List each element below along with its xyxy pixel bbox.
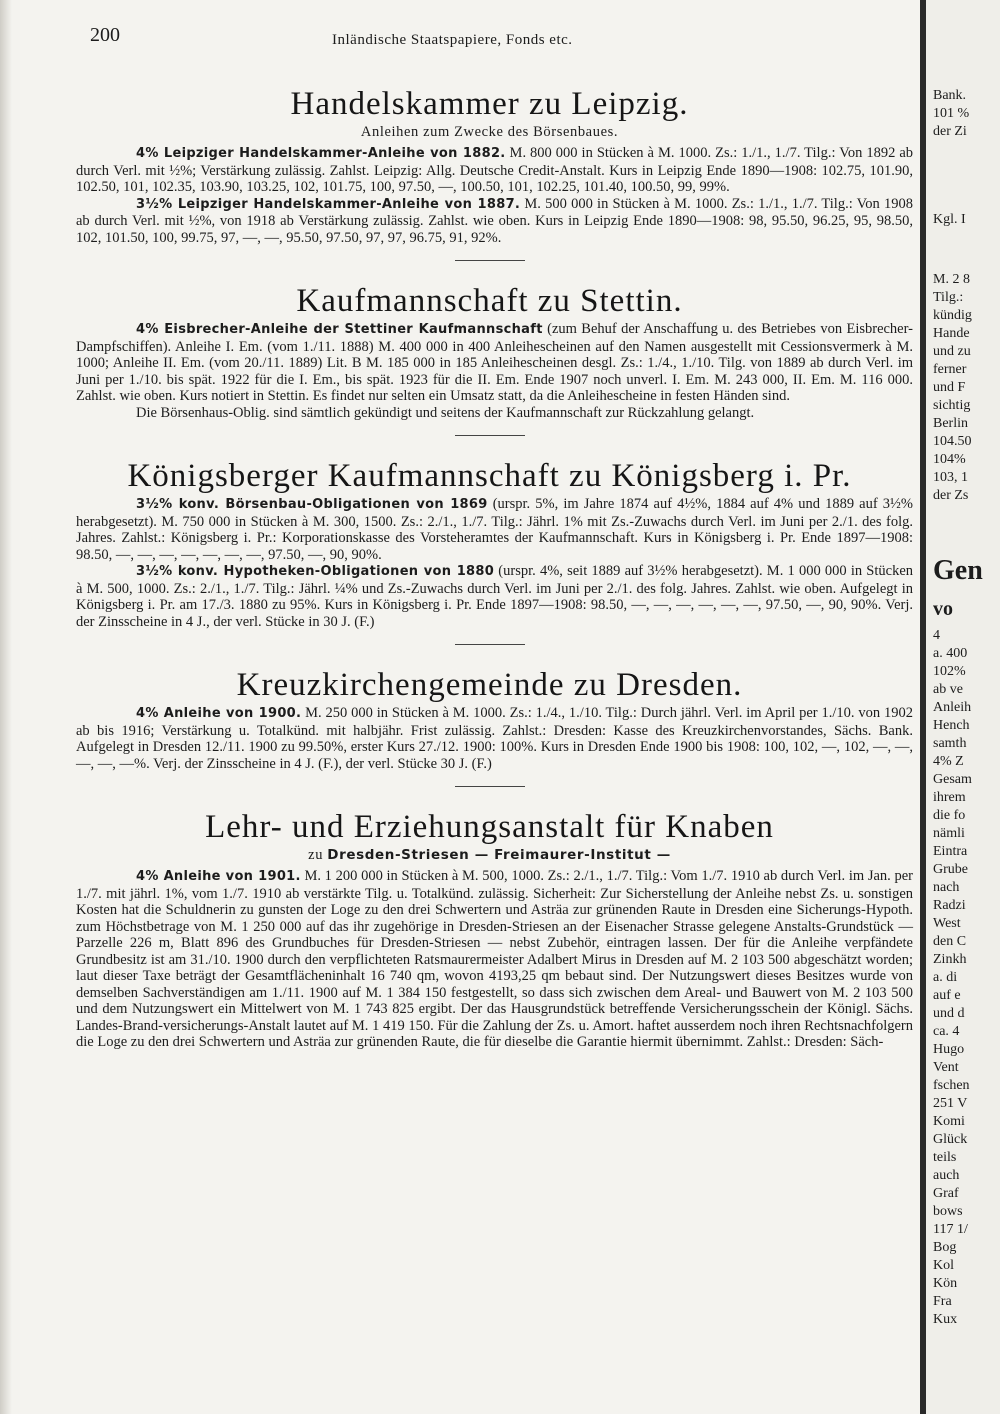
entry-text: (urspr. 5%, im Jahre 1874 auf 4½%, 1884 auf 4% und 1889 auf 3½% herabgesetzt). M. 750 000 in Stücken à M. 300, 1500. Zs.: 2./1., 1./7. Tilg.: Jährl. 1% mit Zs.-Zuwachs durch Verl. im Juni per 2./1. des folg. Jahres. Zahlst.: Königsberg i. Pr.: Korporationskasse des Vorsteheramtes der Kaufmannschaft. Kurs in Königsberg i. Pr. Ende 1897—1908: 98.50, —, —, —, —, —, —, —, 97.50, —, 90, 90%. — [76, 496, 913, 563]
adjacent-fragment: 251 V — [933, 1096, 968, 1111]
adjacent-fragment: West — [933, 916, 961, 931]
adjacent-fragment: Kol — [933, 1258, 954, 1273]
adjacent-fragment: 103, 1 — [933, 470, 968, 485]
entry-stettin-eisbrecher — [62, 321, 917, 405]
entry-text: Die Börsenhaus-Oblig. sind sämtlich gekündigt und seitens der Kaufmannschaft zur Rückzahlung gelangt. — [136, 404, 755, 421]
adjacent-fragment: ferner — [933, 362, 967, 377]
adjacent-fragment: teils — [933, 1150, 957, 1165]
entry-lead: 4% Eisbrecher-Anleihe der Stettiner Kaufmannschaft — [136, 322, 543, 337]
subtitle-prefix: zu — [308, 847, 324, 863]
entry-koenigsberg-1880 — [62, 563, 917, 630]
section-title-dresden-kreuzkirche: Kreuzkirchengemeinde zu Dresden. — [236, 667, 743, 703]
entry-lead: 3½% Leipziger Handelskammer-Anleihe von 1887. — [136, 196, 521, 212]
adjacent-fragment: 104.50 — [933, 434, 972, 449]
adjacent-fragment: Gesam — [933, 772, 972, 787]
adjacent-fragment: und zu — [933, 344, 971, 359]
section-title-leipzig: Handelskammer zu Leipzig. — [290, 86, 689, 122]
entry-lead: 4% Anleihe von 1901. — [136, 869, 301, 884]
adjacent-fragment: 4 — [933, 628, 940, 643]
adjacent-fragment: a. di — [933, 970, 958, 985]
adjacent-fragment: M. 2 8 — [933, 272, 970, 287]
entry-koenigsberg-1869 — [62, 496, 917, 563]
adjacent-fragment: Zinkh — [933, 952, 967, 967]
entry-leipzig-1882 — [62, 145, 917, 196]
entry-text: M. 250 000 in Stücken à M. 1000. Zs.: 1./4., 1./10. Tilg.: Durch jährl. Verl. im April per 1./10. von 1902 ab bis 1916; Verstärkung u. Totalkünd. mit halbjähr. Frist zulässig. Zahlst.: Dresden: Kasse des Kreuzkirchenvorstandes, Sächs. Bank. Aufgelegt in Dresden 12./11. 1900 zu 99.50%, erster Kurs 27./12. 1900: 100%. Kurs in Dresden Ende 1900 bis 1908: 100, 102, —, 102, —, —, —, —, —%. Verj. der Zinsscheine in 4 J. (F.), der verl. Stücke 30 J. (F.) — [76, 705, 914, 772]
adjacent-page-edge — [920, 0, 1000, 1414]
adjacent-fragment: fschen — [933, 1078, 970, 1093]
adjacent-fragment: Radzi — [933, 898, 966, 913]
entry-text: (zum Behuf der Anschaffung u. des Betriebes von Eisbrecher-Dampfschiffen). Anleihe I. Em. (vom 1./11. 1888) M. 400 000 in 400 Anleihescheinen auf den Namen ausgestellt mit Cessionsvermerk à M. 1000; Anleihe II. Em. (vom 20./11. 1889) Lit. B M. 185 000 in 185 Anleihescheinen desgl. Zs.: 1./4., 1./10. Tilg. von 1889 ab durch Verl. im Juni per 1./10. bis spät. 1922 für die I. Em., bis spät. 1923 für die II. Em. Ende 1907 noch unverl. I. Em. M. 243 000, II. Em. M. 116 000. Zahlst. wie oben. Kurs notiert in Stettin. Es findet nur selten ein Umsatz statt, da die Anleihescheine in festen Händen sind. — [76, 321, 913, 404]
section-title-lehranstalt: Lehr- und Erziehungsanstalt für Knaben — [205, 809, 774, 845]
document-page — [62, 20, 917, 1414]
entry-text: M. 800 000 in Stücken à M. 1000. Zs.: 1./1., 1./7. Tilg.: Von 1892 ab durch Verl. mit ½%; Verstärkung zulässig. Zahlst. Leipzig: Allg. Deutsche Credit-Anstalt. Kurs in Leipzig Ende 1890—1908: 102.75, 101.90, 102.50, 101, 102.35, 103.90, 103.25, 102, 101.75, 100, 97.50, —, 100.50, 101, 102.25, 101.40, 100.50, 99, 99%. — [76, 145, 914, 195]
running-title: Inländische Staatspapiere, Fonds etc. — [332, 32, 573, 48]
adjacent-fragment: Gen — [933, 555, 983, 586]
adjacent-fragment: bows — [933, 1204, 963, 1219]
adjacent-fragment: Komi — [933, 1114, 965, 1129]
adjacent-fragment: Eintra — [933, 844, 968, 859]
adjacent-fragment: der Zs — [933, 488, 969, 503]
entry-stettin-boersenhaus — [62, 405, 917, 422]
entry-lehranstalt-1901 — [62, 868, 917, 1051]
adjacent-fragment: Vent — [933, 1060, 959, 1075]
entry-lead: 3½% konv. Börsenbau-Obligationen von 1869 — [136, 497, 488, 512]
adjacent-fragment: und F — [933, 380, 966, 395]
section-subtitle-leipzig: Anleihen zum Zwecke des Börsenbaues. — [360, 124, 619, 140]
adjacent-fragment: auf e — [933, 988, 961, 1003]
entry-lead: 4% Anleihe von 1900. — [136, 706, 302, 721]
adjacent-fragment: ihrem — [933, 790, 966, 805]
adjacent-fragment: den C — [933, 934, 967, 949]
adjacent-fragment: Grube — [933, 862, 968, 877]
section-separator — [455, 786, 525, 787]
adjacent-fragment: 104% — [933, 452, 966, 467]
adjacent-fragment: Kgl. I — [933, 212, 966, 227]
adjacent-fragment: und d — [933, 1006, 965, 1021]
entry-text: M. 1 200 000 in Stücken à M. 500, 1000. Zs.: 2./1., 1./7. Tilg.: Vom 1./7. 1910 ab durch Verl. im Jan. per 1./7. mit jährl. 1%, vom 1./7. 1910 ab verstärkte Tilg. u. Totalkünd. zulässig. Sicherheit: Zur Sicherstellung der Anleihe nebst Zs. u. sonstigen Kosten hat die Schuldnerin zu gunsten der Loge zu den drei Schwertern und Asträa zur grünenden Raute in Dresden eine Sicherungs-Hypoth. zum Höchstbetrage von M. 1 250 000 auf das ihr zugehörige in Dresden-Striesen an der Eisenacher Strasse gelegene Anstalts-Grundstück — Parzelle 226 m, Blatt 896 des Grundbuches für Dresden-Striesen — nebst Zubehör, eintragen lassen. Der für die Anleihe verpfändete Grundbesitz ist am 31./10. 1900 durch den verpflichteten Ratsmaurermeister Adalbert Mirus in Dresden auf M. 2 103 500 abgeschätzt worden; laut dieser Taxe beträgt der Gesamtflächeninhalt 16 740 qm, wovon 4193,25 qm bebaut sind. Der Nutzungswert dieses Besitzes wurde von demselben Sachverständigen am 1./11. 1900 auf M. 1 384 150 festgestellt, so dass sich zwischen dem Areal- und Bauwert von M. 2 103 500 und dem Nutzungswert ein Mittelwert von M. 1 743 825 ergibt. Der das Hausgrundstück betreffende Versicherungsschein der Königl. Sächs. Landes-Brand-versicherungs-Anstalt lautet auf M. 1 419 150. Für die Zahlung der Zs. u. Amort. haftet ausserdem noch ihren Rechtsnachfolgern die Loge zu den drei Schwertern und Asträa zur grünenden Raute, die für dieselbe die Garantie hiermit übernimmt. Zahlst.: Dresden: Säch- — [76, 868, 914, 1050]
adjacent-fragment: kündig — [933, 308, 972, 323]
adjacent-fragment: 4% Z — [933, 754, 964, 769]
page-number: 200 — [90, 24, 120, 46]
adjacent-fragment: auch — [933, 1168, 960, 1183]
adjacent-fragment: Tilg.: — [933, 290, 964, 305]
adjacent-fragment: 101 % — [933, 106, 970, 121]
adjacent-fragment: die fo — [933, 808, 966, 823]
entry-leipzig-1887 — [62, 196, 917, 247]
adjacent-fragment: nämli — [933, 826, 965, 841]
adjacent-fragment: 102% — [933, 664, 966, 679]
adjacent-fragment: nach — [933, 880, 960, 895]
adjacent-fragment: vo — [933, 598, 953, 620]
gutter-line — [920, 0, 926, 1414]
adjacent-fragment: Kux — [933, 1312, 958, 1327]
subtitle-location: Dresden-Striesen — Freimaurer-Institut — — [327, 847, 671, 863]
adjacent-fragment: Hench — [933, 718, 970, 733]
entry-kreuzkirche-1900 — [62, 705, 917, 772]
section-title-koenigsberg: Königsberger Kaufmannschaft zu Königsberg i. Pr. — [127, 458, 852, 494]
entry-text: M. 500 000 in Stücken à M. 1000. Zs.: 1./1., 1./7. Tilg.: Von 1908 ab durch Verl. mit ½%, von 1918 ab Verstärkung zulässig. Zahlst. wie oben. Kurs in Leipzig Ende 1890—1908: 98, 95.50, 96.25, 95, 98.50, 102, 101.50, 100, 99.75, 97, —, —, 95.50, 97.50, 97, 97, 96.75, 91, 92%. — [76, 195, 914, 246]
section-separator — [455, 260, 525, 261]
scan-edge — [0, 0, 12, 1414]
section-title-stettin: Kaufmannschaft zu Stettin. — [296, 283, 683, 319]
adjacent-fragment: Glück — [933, 1132, 968, 1147]
adjacent-fragment: Anleih — [933, 700, 972, 715]
adjacent-fragment: Bog — [933, 1240, 957, 1255]
adjacent-fragment: a. 400 — [933, 646, 968, 661]
adjacent-fragment: Bank. — [933, 88, 967, 103]
adjacent-fragment: samth — [933, 736, 967, 751]
adjacent-fragment: 117 1/ — [933, 1222, 968, 1237]
adjacent-fragment: Kön — [933, 1276, 958, 1291]
adjacent-fragment: Graf — [933, 1186, 959, 1201]
adjacent-fragment: sichtig — [933, 398, 971, 413]
adjacent-fragment: ab ve — [933, 682, 963, 697]
adjacent-fragment: Hugo — [933, 1042, 965, 1057]
adjacent-fragment: Hande — [933, 326, 970, 341]
entry-text: (urspr. 4%, seit 1889 auf 3½% herabgesetzt). M. 1 000 000 in Stücken à M. 500, 1000. Zs.: 2./1., 1./7. Tilg.: Jährl. ¼% und Zs.-Zuwachs durch Verl. im Juni per 2./1. des folg. Jahres. Zahlst. wie oben. Aufgelegt in Königsberg i. Pr. am 17./3. 1880 zu 95%. Kurs in Königsberg i. Pr. Ende 1897—1908: 98.50, —, —, —, —, —, —, 97.50, —, 90, 90%. Verj. der Zinsscheine in 4 J., der verl. Stücke in 30 J. (F.) — [76, 563, 914, 630]
adjacent-fragment: der Zi — [933, 124, 967, 139]
entry-lead: 4% Leipziger Handelskammer-Anleihe von 1882. — [136, 146, 506, 161]
adjacent-fragment: Berlin — [933, 416, 968, 431]
section-separator — [455, 644, 525, 645]
section-separator — [455, 435, 525, 436]
adjacent-fragment: Fra — [933, 1294, 952, 1309]
running-head — [62, 20, 917, 64]
section-subtitle-lehranstalt — [62, 847, 917, 864]
adjacent-fragment: ca. 4 — [933, 1024, 960, 1039]
entry-lead: 3½% konv. Hypotheken-Obligationen von 1880 — [136, 564, 495, 579]
